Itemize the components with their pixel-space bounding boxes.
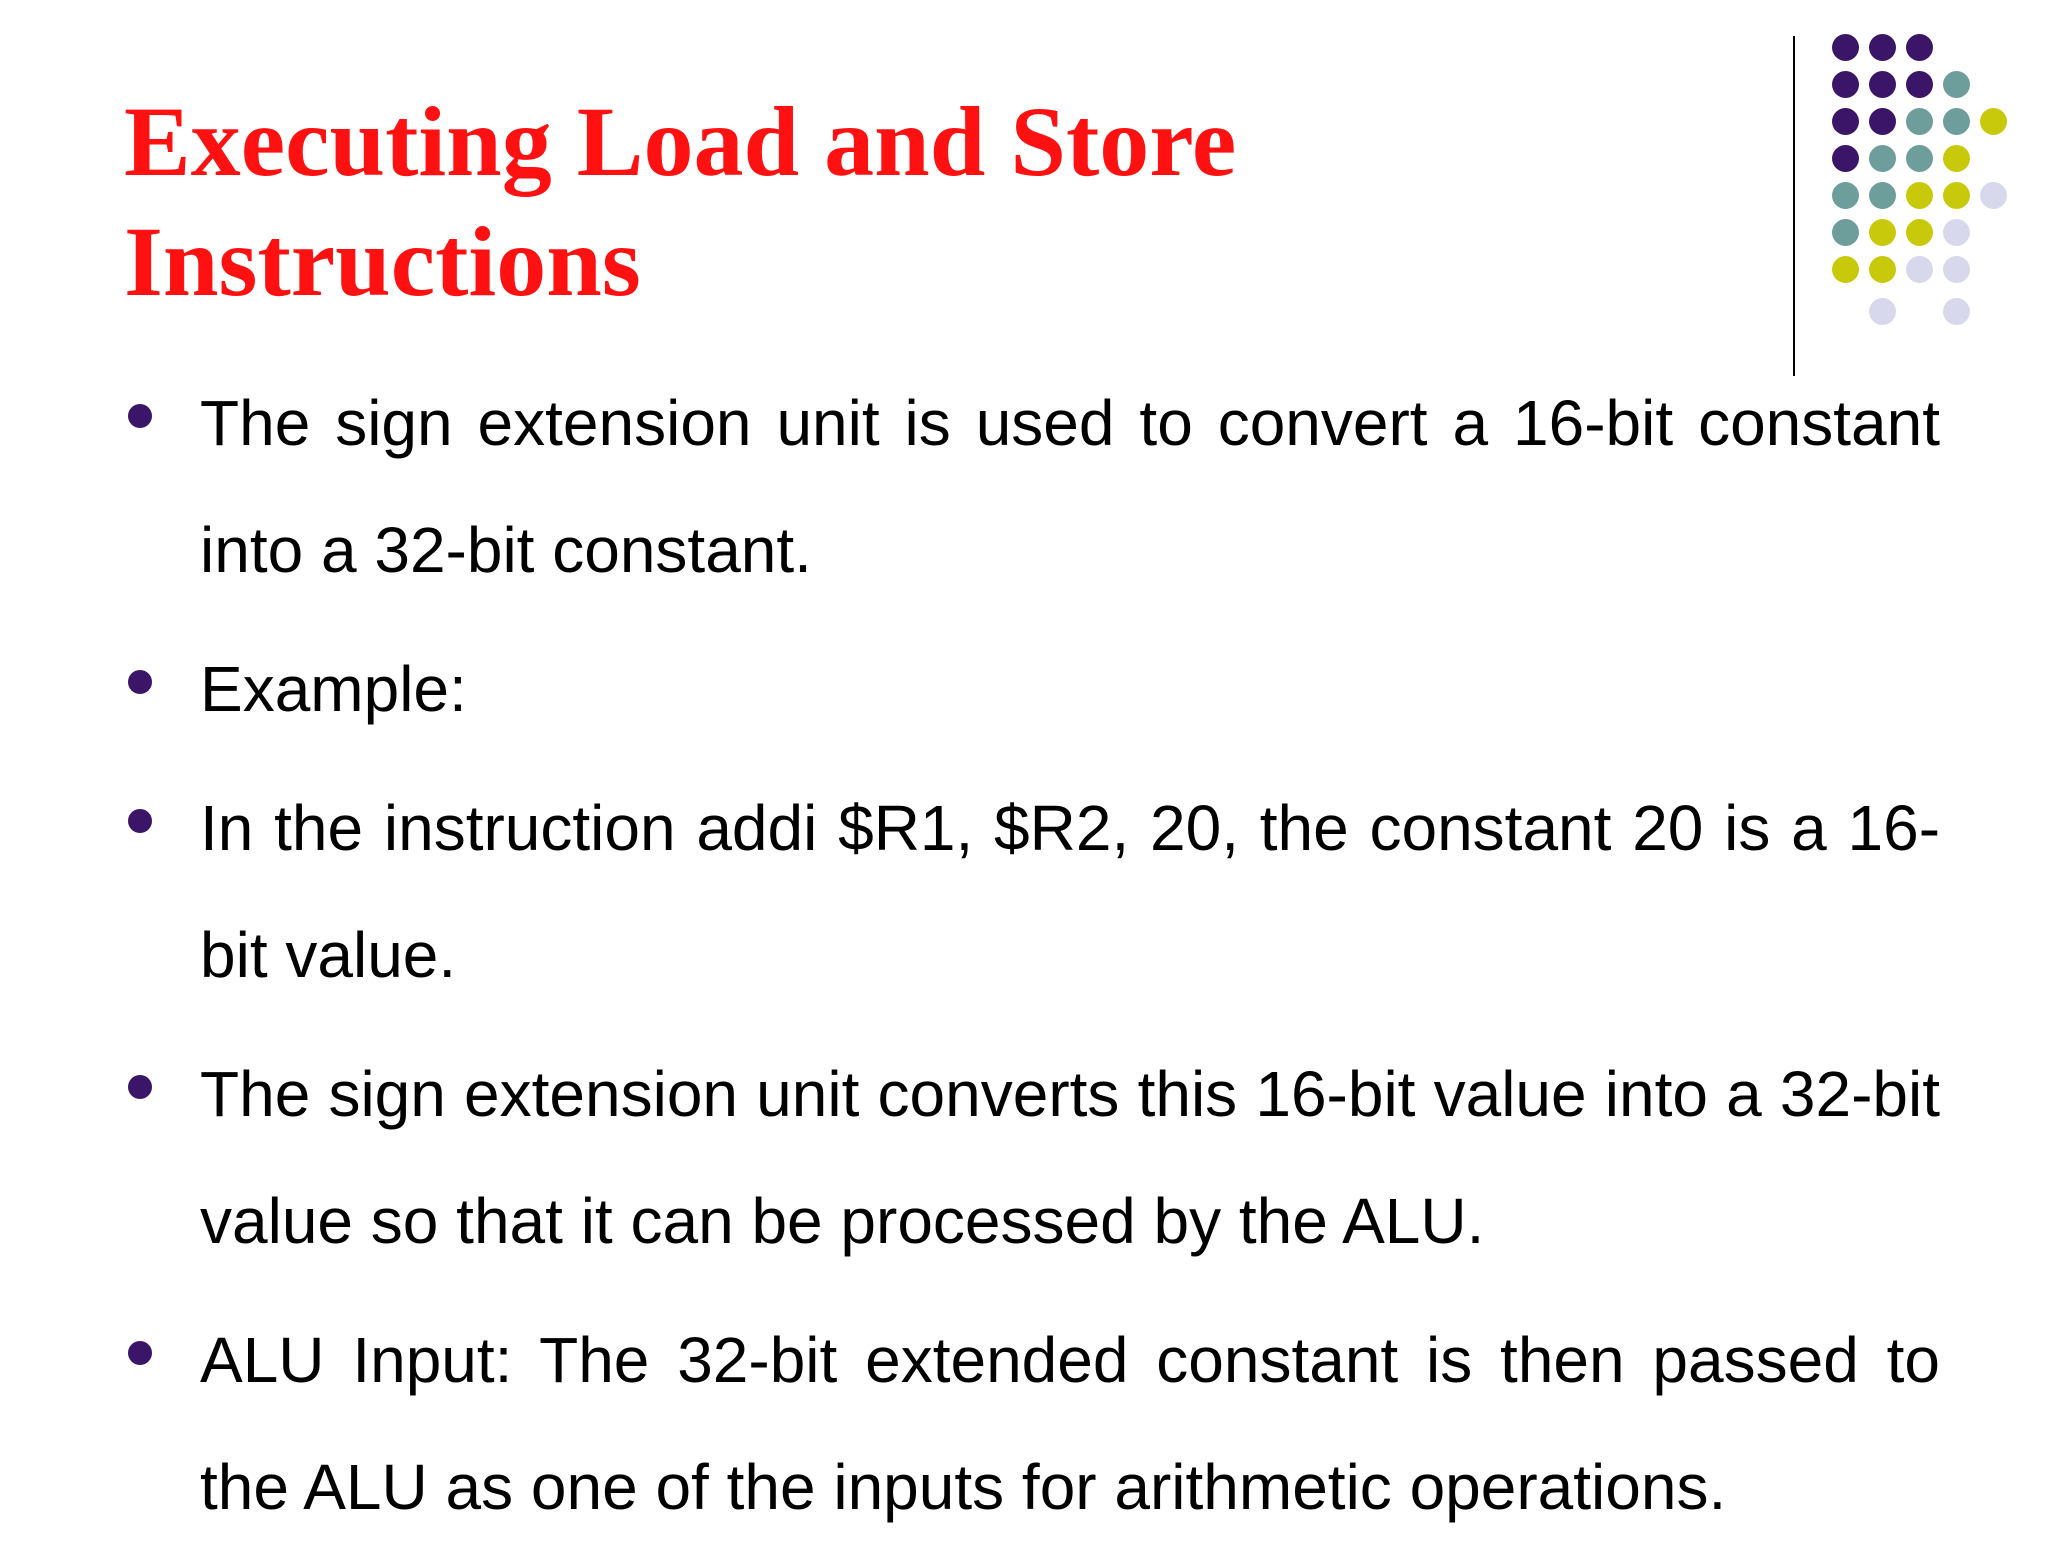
decorative-dot: [1980, 108, 2007, 135]
bullet-marker: [128, 809, 152, 833]
decorative-dot: [1943, 182, 1970, 209]
decorative-dot: [1869, 219, 1896, 246]
bullet-marker: [128, 404, 152, 428]
decorative-dot: [1869, 145, 1896, 172]
decorative-dot: [1943, 298, 1970, 325]
decorative-dot: [1906, 34, 1933, 61]
decorative-dot: [1943, 108, 1970, 135]
bullet-item: [120, 1297, 1940, 1551]
decorative-dot: [1906, 145, 1933, 172]
decorative-dot: [1906, 71, 1933, 98]
bullet-item: [120, 765, 1940, 1019]
decorative-dot: [1906, 108, 1933, 135]
decorative-dot: [1906, 182, 1933, 209]
decorative-dot: [1943, 256, 1970, 283]
decorative-dot: [1869, 298, 1896, 325]
decorative-dot: [1869, 71, 1896, 98]
decorative-dot: [1980, 182, 2007, 209]
bullet-item: [120, 626, 1940, 753]
bullet-item: [120, 1031, 1940, 1285]
slide-title-line-2: Instructions: [124, 206, 641, 317]
decorative-dot: [1943, 219, 1970, 246]
vertical-divider: [1793, 36, 1795, 376]
bullet-item: [120, 360, 1940, 614]
decorative-dot: [1869, 256, 1896, 283]
bullet-marker: [128, 1075, 152, 1099]
decorative-dot: [1869, 34, 1896, 61]
slide-title-line-1: Executing Load and Store: [124, 86, 1237, 197]
decorative-dot: [1906, 256, 1933, 283]
bullet-text: ALU Input: The 32-bit extended constant is then passed to the ALU as one of the inputs for arithmetic operations.: [200, 1324, 1940, 1523]
decorative-dot: [1832, 256, 1859, 283]
decorative-dot: [1943, 71, 1970, 98]
slide-title: [124, 82, 1744, 322]
bullet-marker: [128, 670, 152, 694]
decorative-dot: [1906, 219, 1933, 246]
bullet-text: The sign extension unit converts this 16-bit value into a 32-bit value so that it can be processed by the ALU.: [200, 1058, 1940, 1257]
bullet-list: [120, 360, 1940, 1563]
decorative-dot: [1943, 145, 1970, 172]
decorative-dot: [1869, 108, 1896, 135]
decorative-dot: [1832, 108, 1859, 135]
decorative-dot: [1832, 34, 1859, 61]
decorative-dot: [1869, 182, 1896, 209]
decorative-dot: [1832, 182, 1859, 209]
bullet-text: Example:: [200, 653, 467, 725]
decorative-dot: [1832, 71, 1859, 98]
decorative-dot: [1832, 219, 1859, 246]
bullet-text: In the instruction addi $R1, $R2, 20, the constant 20 is a 16-bit value.: [200, 792, 1940, 991]
bullet-marker: [128, 1341, 152, 1365]
decorative-dot: [1832, 145, 1859, 172]
bullet-text: The sign extension unit is used to convert a 16-bit constant into a 32-bit constant.: [200, 387, 1940, 586]
